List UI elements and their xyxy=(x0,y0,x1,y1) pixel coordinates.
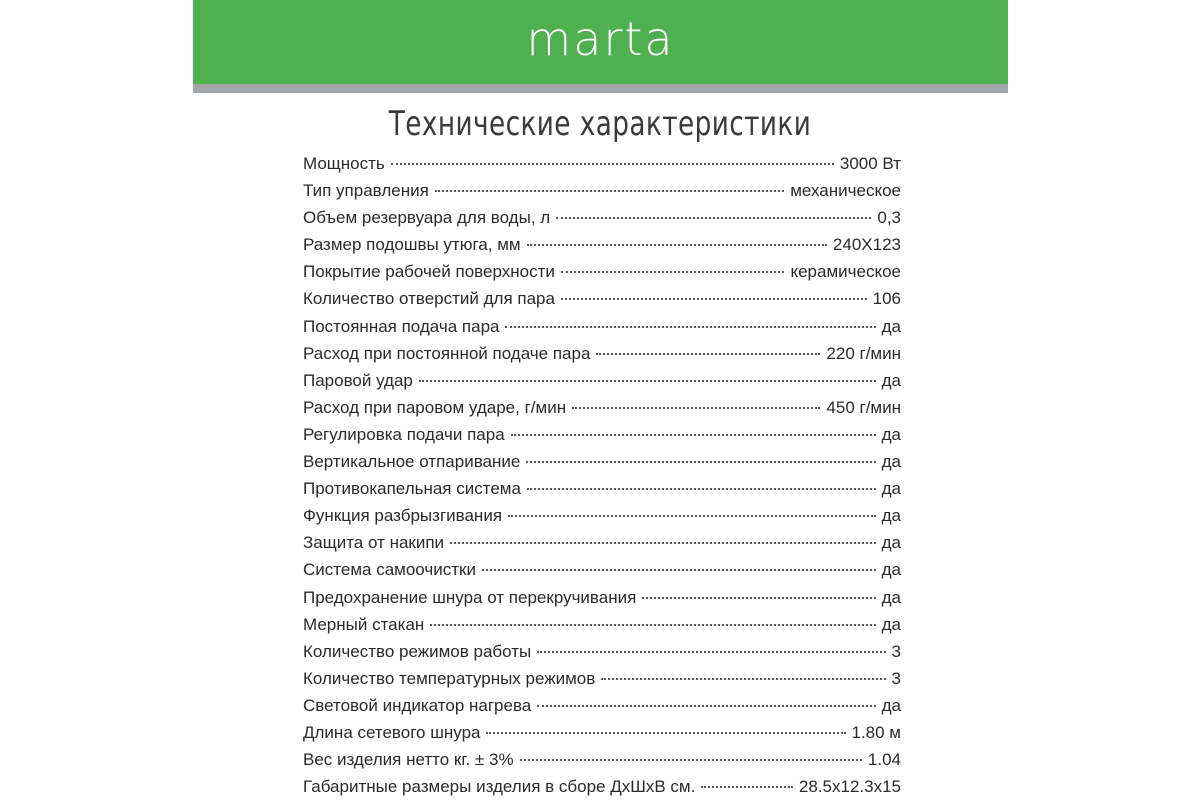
spec-row xyxy=(303,452,901,479)
spec-label: Длина сетевого шнура xyxy=(303,722,481,742)
spec-label: Функция разбрызгивания xyxy=(303,506,503,526)
spec-value: 220 г/мин xyxy=(826,343,901,363)
spec-label: Световой индикатор нагрева xyxy=(303,695,532,715)
spec-row xyxy=(303,317,901,344)
dot-leader xyxy=(527,244,827,246)
spec-value: да xyxy=(881,587,901,607)
spec-row xyxy=(303,750,901,777)
dot-leader xyxy=(520,759,862,761)
spec-label: Количество температурных режимов xyxy=(303,668,596,688)
spec-row xyxy=(303,696,901,723)
spec-label: Паровой удар xyxy=(303,370,413,390)
spec-value: 0,3 xyxy=(877,208,901,228)
spec-row xyxy=(303,154,901,181)
dot-leader xyxy=(572,407,820,409)
dot-leader xyxy=(419,380,876,382)
dot-leader xyxy=(561,271,785,273)
dot-leader xyxy=(505,326,875,328)
spec-label: Защита от накипи xyxy=(303,533,445,553)
spec-label: Расход при постоянной подаче пара xyxy=(303,343,591,363)
spec-row xyxy=(303,669,901,696)
dot-leader xyxy=(537,651,885,653)
spec-value: 3 xyxy=(891,641,901,661)
dot-leader xyxy=(430,624,875,626)
spec-label: Постоянная подача пара xyxy=(303,316,500,336)
dot-leader xyxy=(391,163,834,165)
dot-leader xyxy=(561,298,867,300)
spec-label: Вес изделия нетто кг. ± 3% xyxy=(303,750,514,770)
spec-value: да xyxy=(881,316,901,336)
spec-row xyxy=(303,181,901,208)
dot-leader xyxy=(508,515,876,517)
spec-row xyxy=(303,506,901,533)
spec-value: керамическое xyxy=(790,262,901,282)
spec-row xyxy=(303,425,901,452)
dot-leader xyxy=(527,488,876,490)
page-title: Технические характеристики xyxy=(388,104,812,144)
banner-shadow-stripe xyxy=(193,84,1008,93)
spec-row xyxy=(303,398,901,425)
spec-value: да xyxy=(881,533,901,553)
dot-leader xyxy=(642,597,875,599)
spec-value: механическое xyxy=(790,181,901,201)
spec-row xyxy=(303,371,901,398)
dot-leader xyxy=(596,353,820,355)
spec-value: 1.04 xyxy=(867,750,901,770)
spec-value: 106 xyxy=(872,289,901,309)
spec-row xyxy=(303,723,901,750)
spec-row xyxy=(303,588,901,615)
spec-value: да xyxy=(881,424,901,444)
spec-label: Вертикальное отпаривание xyxy=(303,452,521,472)
dot-leader xyxy=(486,732,845,734)
spec-row xyxy=(303,479,901,506)
spec-value: да xyxy=(881,695,901,715)
dot-leader xyxy=(435,190,784,192)
spec-value: да xyxy=(881,560,901,580)
spec-value: 28.5х12.3х15 xyxy=(798,777,901,797)
spec-label: Система самоочистки xyxy=(303,560,476,580)
spec-value: 450 г/мин xyxy=(826,397,901,417)
spec-label: Количество режимов работы xyxy=(303,641,532,661)
spec-label: Тип управления xyxy=(303,181,429,201)
spec-list xyxy=(303,154,901,800)
spec-label: Объем резервуара для воды, л xyxy=(303,208,551,228)
spec-row xyxy=(303,777,901,800)
dot-leader xyxy=(537,705,875,707)
spec-label: Мерный стакан xyxy=(303,614,425,634)
spec-row xyxy=(303,615,901,642)
brand-banner xyxy=(193,0,1008,84)
spec-label: Противокапельная система xyxy=(303,479,521,499)
spec-label: Предохранение шнура от перекручивания xyxy=(303,587,637,607)
spec-value: 1.80 м xyxy=(851,722,901,742)
spec-row xyxy=(303,344,901,371)
spec-label: Регулировка подачи пара xyxy=(303,424,505,444)
spec-value: 3000 Вт xyxy=(839,154,901,173)
spec-value: да xyxy=(881,479,901,499)
dot-leader xyxy=(556,217,871,219)
spec-label: Покрытие рабочей поверхности xyxy=(303,262,555,282)
spec-row xyxy=(303,560,901,587)
spec-row xyxy=(303,289,901,316)
spec-row xyxy=(303,262,901,289)
spec-row xyxy=(303,235,901,262)
spec-value: 3 xyxy=(891,668,901,688)
dot-leader xyxy=(450,542,876,544)
spec-value: 240Х123 xyxy=(832,235,901,255)
spec-row xyxy=(303,642,901,669)
spec-label: Размер подошвы утюга, мм xyxy=(303,235,521,255)
spec-value: да xyxy=(881,614,901,634)
spec-label: Количество отверстий для пара xyxy=(303,289,555,309)
dot-leader xyxy=(526,461,875,463)
spec-row xyxy=(303,533,901,560)
dot-leader xyxy=(701,786,793,788)
dot-leader xyxy=(482,569,876,571)
spec-label: Расход при паровом ударе, г/мин xyxy=(303,397,567,417)
spec-label: Мощность xyxy=(303,154,385,173)
dot-leader xyxy=(511,434,876,436)
spec-value: да xyxy=(881,452,901,472)
dot-leader xyxy=(601,678,885,680)
brand-logo: marta xyxy=(526,12,675,66)
spec-label: Габаритные размеры изделия в сборе ДхШхВ см. xyxy=(303,777,696,797)
spec-value: да xyxy=(881,506,901,526)
spec-row xyxy=(303,208,901,235)
spec-value: да xyxy=(881,370,901,390)
